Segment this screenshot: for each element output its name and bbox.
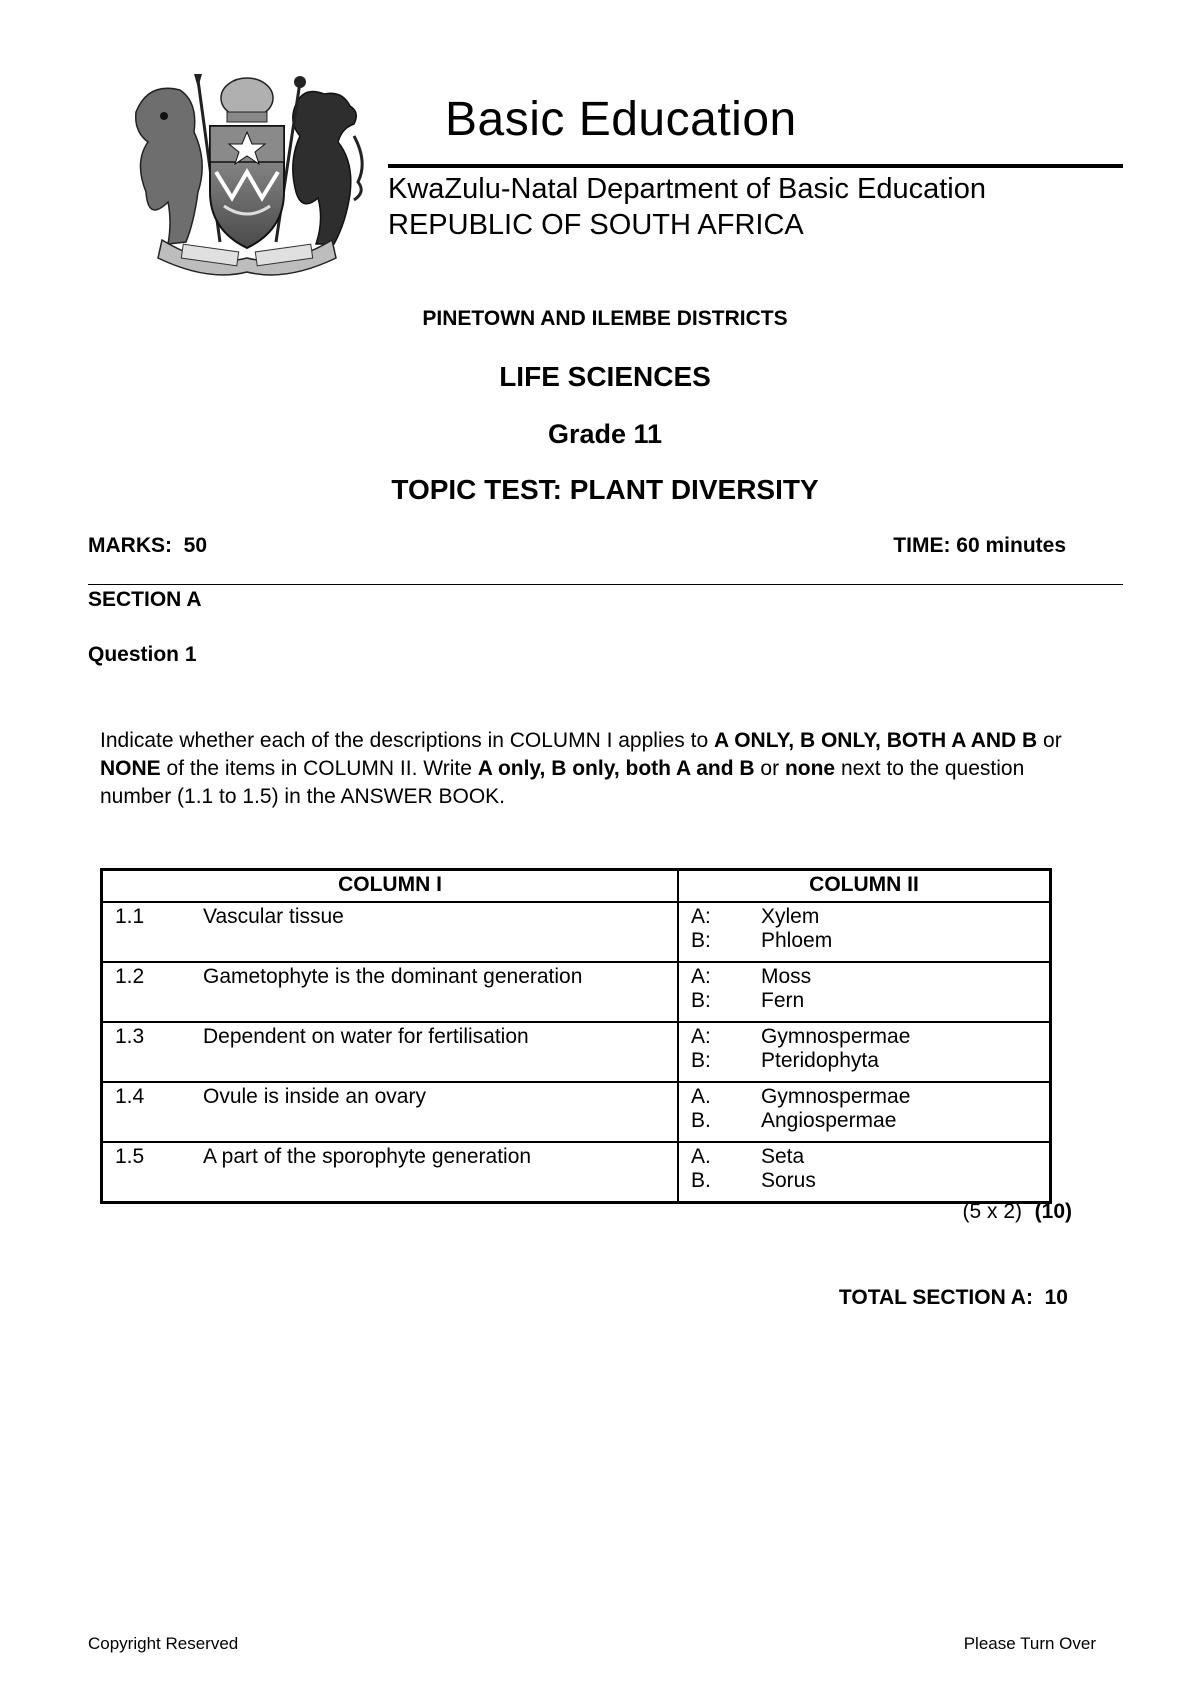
column-ii-cell <box>678 962 1051 1022</box>
instruction-segment: NONE <box>100 757 161 780</box>
header-rule <box>388 164 1123 168</box>
copyright-footer: Copyright Reserved <box>88 1634 239 1653</box>
table-row <box>102 962 1051 1022</box>
instruction-segment: or <box>1037 729 1062 752</box>
option-text: Fern <box>761 989 805 1012</box>
question-number: 1.2 <box>115 965 145 988</box>
table-row <box>102 1022 1051 1082</box>
option-text: Gymnospermae <box>761 1085 911 1108</box>
table-row <box>102 902 1051 962</box>
header-department-block <box>388 171 986 243</box>
option-label: A: <box>691 1025 711 1048</box>
question-number: 1.1 <box>115 905 145 928</box>
description: Gametophyte is the dominant generation <box>203 965 583 988</box>
option-text: Phloem <box>761 929 833 952</box>
option-text: Gymnospermae <box>761 1025 911 1048</box>
option-label: B. <box>691 1109 711 1132</box>
turn-over-footer: Please Turn Over <box>963 1634 1096 1653</box>
option-label: A. <box>691 1145 711 1168</box>
table-row <box>102 1082 1051 1142</box>
option-text: Angiospermae <box>761 1109 897 1132</box>
section-divider <box>88 584 1123 585</box>
brand-title: Basic Education <box>445 93 797 146</box>
columns-table <box>100 868 1052 1204</box>
option-text: Seta <box>761 1145 805 1168</box>
option-b <box>691 929 1049 953</box>
column-header: COLUMN I <box>102 870 679 903</box>
instruction-segment: none <box>784 757 836 780</box>
option-label: A: <box>691 905 711 928</box>
instruction-segment: A only, B only, both A and B <box>477 757 755 780</box>
option-label: B: <box>691 929 711 952</box>
subject-title: LIFE SCIENCES <box>499 361 711 392</box>
question-marks: (10) <box>1034 1200 1072 1223</box>
column-i-cell <box>102 1142 679 1203</box>
option-a <box>691 965 1049 989</box>
time-allowed: TIME: 60 minutes <box>893 534 1066 557</box>
question-number: 1.3 <box>115 1025 145 1048</box>
instruction-segment: Indicate whether each of the descriptions in COLUMN I applies to <box>100 729 714 752</box>
question-title: Question 1 <box>88 643 197 666</box>
table-header-row <box>102 870 1051 903</box>
instruction-segment: of the items in COLUMN II. Write <box>160 757 478 780</box>
option-a <box>691 905 1049 929</box>
option-label: A: <box>691 965 711 988</box>
column-ii-cell <box>678 1142 1051 1203</box>
instruction-segment: A ONLY, B ONLY, BOTH A AND B <box>713 729 1038 752</box>
column-ii-cell <box>678 1082 1051 1142</box>
description: A part of the sporophyte generation <box>203 1145 532 1168</box>
option-text: Pteridophyta <box>761 1049 879 1072</box>
option-text: Moss <box>761 965 812 988</box>
column-i-cell <box>102 962 679 1022</box>
mark-multiplier: (5 x 2) <box>962 1200 1022 1223</box>
table-row <box>102 1142 1051 1203</box>
description: Dependent on water for fertilisation <box>203 1025 529 1048</box>
option-b <box>691 1049 1049 1073</box>
grade-title: Grade 11 <box>547 419 663 449</box>
topic-title: TOPIC TEST: PLANT DIVERSITY <box>391 474 819 505</box>
column-header: COLUMN II <box>678 870 1051 903</box>
option-b <box>691 1109 1049 1133</box>
column-ii-cell <box>678 1022 1051 1082</box>
instruction-segment: or <box>754 757 785 780</box>
column-i-cell <box>102 1082 679 1142</box>
coat-of-arms-icon <box>128 72 366 282</box>
column-i-cell <box>102 902 679 962</box>
question-number: 1.5 <box>115 1145 145 1168</box>
option-label: B: <box>691 1049 711 1072</box>
option-b <box>691 989 1049 1013</box>
option-text: Sorus <box>761 1169 816 1192</box>
country-name: REPUBLIC OF SOUTH AFRICA <box>388 209 804 241</box>
option-text: Xylem <box>761 905 820 928</box>
option-a <box>691 1025 1049 1049</box>
column-ii-cell <box>678 902 1051 962</box>
question-number: 1.4 <box>115 1085 145 1108</box>
section-heading: SECTION A <box>88 588 202 611</box>
districts-title: PINETOWN AND ILEMBE DISTRICTS <box>422 307 788 330</box>
department-name: KwaZulu-Natal Department of Basic Education <box>388 173 987 205</box>
option-label: A. <box>691 1085 711 1108</box>
description: Vascular tissue <box>203 905 344 928</box>
option-a <box>691 1145 1049 1169</box>
option-label: B. <box>691 1169 711 1192</box>
option-b <box>691 1169 1049 1193</box>
option-a <box>691 1085 1049 1109</box>
column-i-cell <box>102 1022 679 1082</box>
instruction-segment: next to the question number (1.1 to 1.5) in the ANSWER BOOK. <box>100 757 1025 808</box>
option-label: B: <box>691 989 711 1012</box>
question-instruction <box>100 727 1090 811</box>
total-marks: MARKS: 50 <box>88 534 208 557</box>
description: Ovule is inside an ovary <box>203 1085 426 1108</box>
section-total: TOTAL SECTION A: 10 <box>838 1286 1068 1309</box>
